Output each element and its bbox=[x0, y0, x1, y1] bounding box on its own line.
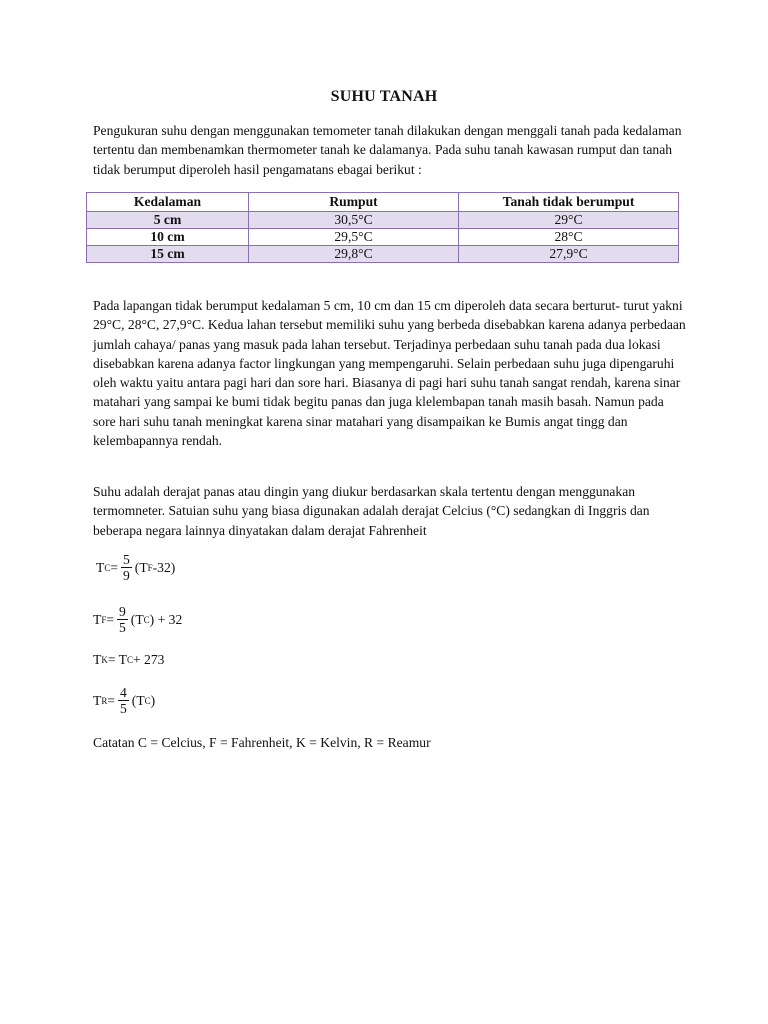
formula-lhs: T bbox=[93, 611, 102, 627]
temperature-table bbox=[86, 192, 679, 263]
formula-lhs-subscript: C bbox=[104, 562, 111, 573]
depth-cell: 15 cm bbox=[87, 246, 249, 263]
formula-rhs-subscript: F bbox=[147, 562, 153, 573]
formula-celsius bbox=[96, 552, 175, 583]
observation-paragraph: Pada lapangan tidak berumput kedalaman 5 cm, 10 cm dan 15 cm diperoleh data secara berturut- turut yakni 29°C, 28°C, 27,9°C. Kedua lahan tersebut memiliki suhu yang berbeda disebabkan karena adanya perbedaan jumlah cahaya/ panas yang masuk pada lahan tersebut. Terjadinya perbedaan suhu tanah pada dua lokasi disebabkan karena adanya factor lingkungan yang mempengaruhi. Selain perbedaan suhu juga dipengaruhi oleh waktu yaitu antara pagi hari dan sore hari. Biasanya di pagi hari suhu tanah sangat rendah, karena sinar matahari yang sampai ke bumi tidak begitu panas dan juga klelembapan tanah masih basah. Namun pada sore hari suhu tanah meningkat karena sinar matahari yang disampaikan ke Bumis angat tingg dan kelembapannya rendah. bbox=[93, 298, 686, 449]
formula-equals: = bbox=[106, 611, 114, 627]
fraction-denominator: 5 bbox=[120, 701, 127, 716]
intro-paragraph: Pengukuran suhu dengan menggunakan temometer tanah dilakukan dengan menggali tanah pada kedalaman tertentu dan membenamkan thermometer tanah ke dalamanya. Pada suhu tanah kawasan rumput dan tanah tidak berumput diperoleh hasil pengamatans ebagai berikut : bbox=[93, 123, 682, 177]
formula-rhs-subscript: C bbox=[126, 655, 133, 665]
bare-soil-temp-cell: 27,9°C bbox=[459, 246, 679, 263]
definition-paragraph: Suhu adalah derajat panas atau dingin yang diukur berdasarkan skala tertentu dengan menggunakan termomneter. Satuian suhu yang biasa digunakan adalah derajat Celcius (°C) sedangkan di Inggris dan beberapa negara lainnya dinyatakan dalam derajat Fahrenheit bbox=[93, 484, 650, 538]
fraction-numerator: 9 bbox=[119, 604, 126, 619]
formula-kelvin bbox=[93, 652, 164, 668]
formula-rhs-tail: -32) bbox=[152, 559, 176, 575]
table-header-row bbox=[87, 193, 679, 212]
formula-equals: = bbox=[110, 559, 118, 575]
formula-rhs-tail: ) bbox=[150, 692, 156, 708]
header-depth: Kedalaman bbox=[87, 193, 249, 212]
depth-cell: 5 cm bbox=[87, 212, 249, 229]
table-row bbox=[87, 246, 679, 263]
formula-rhs: (T bbox=[134, 559, 148, 575]
formula-rhs-subscript: C bbox=[143, 614, 150, 625]
grass-temp-cell: 29,8°C bbox=[249, 246, 459, 263]
table-row bbox=[87, 212, 679, 229]
formula-lhs: T bbox=[96, 559, 105, 575]
bare-soil-temp-cell: 28°C bbox=[459, 229, 679, 246]
formula-rhs: (T bbox=[130, 611, 144, 627]
fraction-denominator: 9 bbox=[123, 568, 130, 583]
formula-equals: = T bbox=[107, 652, 127, 667]
grass-temp-cell: 29,5°C bbox=[249, 229, 459, 246]
fraction-denominator: 5 bbox=[119, 620, 126, 635]
bare-soil-temp-cell: 29°C bbox=[459, 212, 679, 229]
formula-equals: = bbox=[107, 692, 115, 708]
formula-rhs: (T bbox=[131, 692, 145, 708]
formula-lhs: T bbox=[93, 692, 102, 708]
formula-reamur bbox=[93, 685, 155, 716]
depth-cell: 10 cm bbox=[87, 229, 249, 246]
grass-temp-cell: 30,5°C bbox=[249, 212, 459, 229]
fraction-numerator: 4 bbox=[120, 685, 127, 700]
table-row bbox=[87, 229, 679, 246]
formula-rhs-tail: + 273 bbox=[132, 652, 165, 667]
header-grass: Rumput bbox=[249, 193, 459, 212]
document-title: SUHU TANAH bbox=[330, 88, 438, 105]
scale-note: Catatan C = Celcius, F = Fahrenheit, K = Kelvin, R = Reamur bbox=[93, 735, 431, 750]
formula-lhs-subscript: R bbox=[101, 695, 108, 706]
formula-fraction bbox=[118, 685, 129, 716]
formula-rhs-subscript: C bbox=[144, 695, 151, 706]
fraction-numerator: 5 bbox=[123, 552, 130, 567]
formula-fraction bbox=[121, 552, 132, 583]
formula-lhs-subscript: F bbox=[101, 614, 107, 625]
formula-rhs-tail: ) + 32 bbox=[149, 611, 183, 627]
formula-lhs-subscript: K bbox=[101, 655, 108, 665]
formula-fahrenheit bbox=[93, 604, 182, 635]
formula-lhs: T bbox=[93, 652, 102, 667]
formula-fraction bbox=[117, 604, 128, 635]
header-bare-soil: Tanah tidak berumput bbox=[459, 193, 679, 212]
